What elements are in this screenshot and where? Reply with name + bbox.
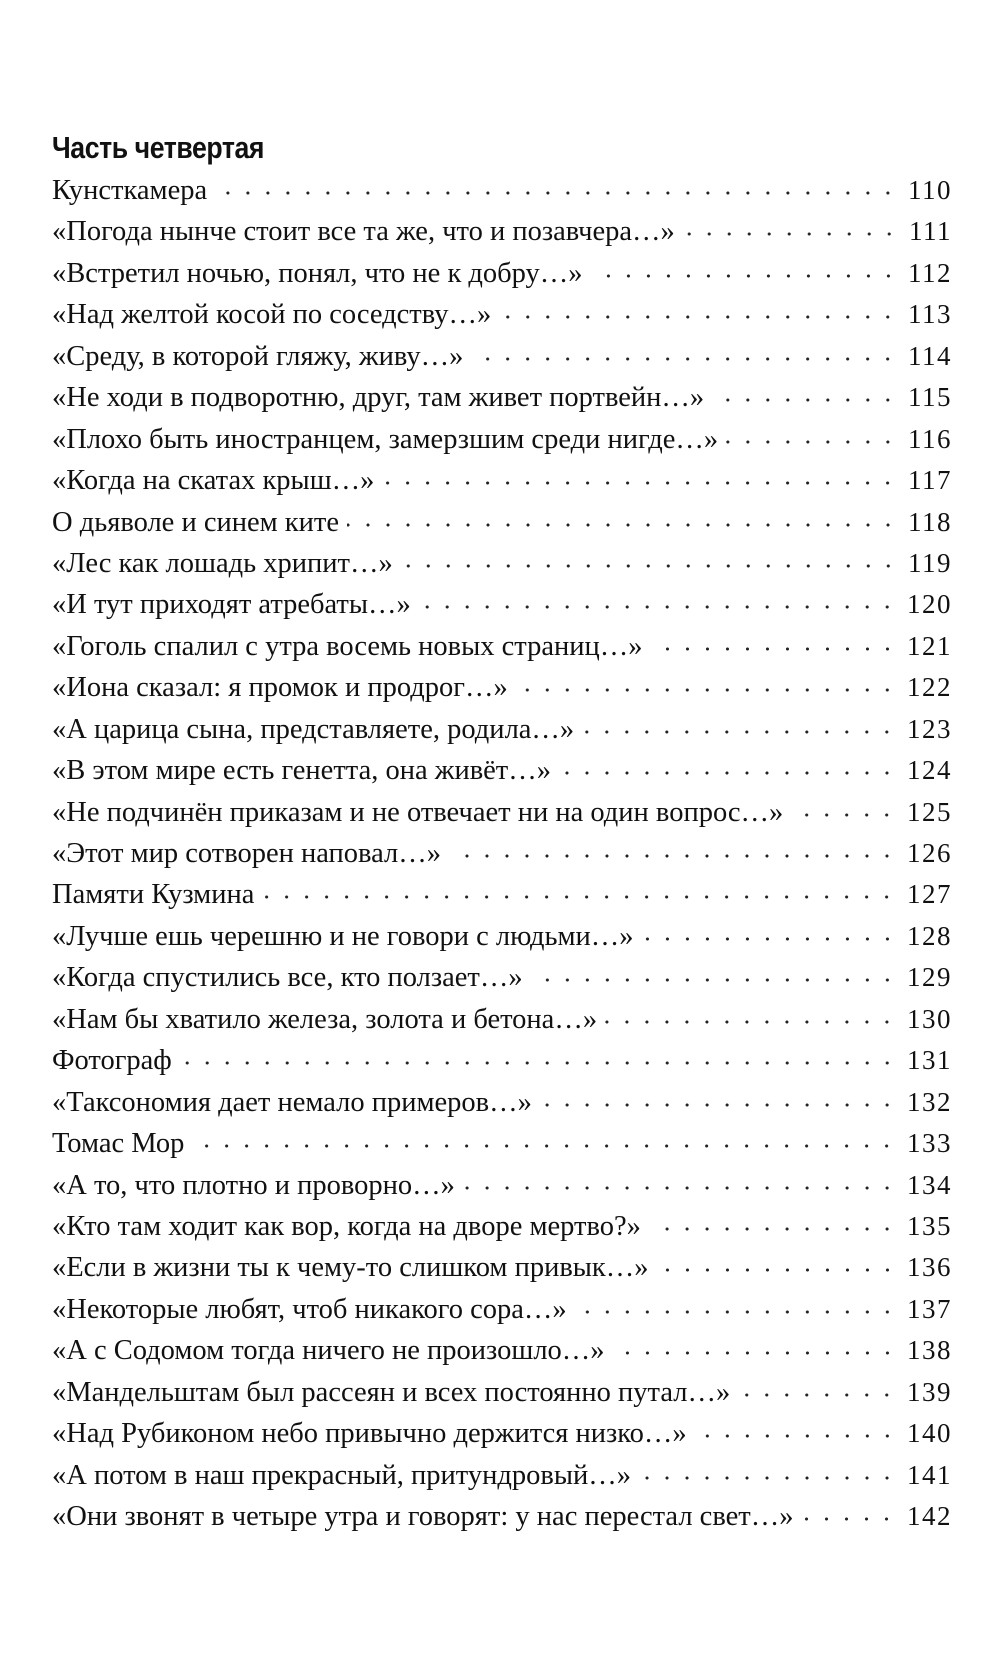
- dot-leader: [639, 1476, 897, 1480]
- toc-entry: [52, 1413, 952, 1454]
- table-of-contents: [52, 170, 952, 1537]
- toc-entry-page-number: 141: [907, 1459, 952, 1490]
- toc-entry: [52, 1206, 952, 1247]
- toc-entry-title: «А потом в наш прекрасный, притундровый…»: [52, 1459, 631, 1491]
- toc-entry-page-number: 125: [907, 796, 952, 827]
- toc-entry-title: «Погода нынче стоит все та же, что и позавчера…»: [52, 216, 675, 248]
- toc-entry: [52, 1247, 952, 1288]
- toc-entry-title: «Мандельштам был рассеян и всех постоянно путал…»: [52, 1376, 731, 1408]
- toc-entry: [52, 294, 952, 335]
- toc-entry: [52, 543, 952, 584]
- dot-leader: [613, 1351, 897, 1355]
- toc-entry: [52, 1372, 952, 1413]
- toc-entry-page-number: 133: [907, 1128, 952, 1159]
- toc-entry-title: «Когда на скатах крыш…»: [52, 465, 375, 497]
- dot-leader: [499, 315, 898, 319]
- toc-entry-title: «Не подчинён приказам и не отвечает ни на один вопрос…»: [52, 796, 784, 828]
- toc-entry: [52, 709, 952, 750]
- toc-entry-title: О дьяволе и синем ките: [52, 506, 339, 538]
- dot-leader: [516, 688, 897, 692]
- toc-entry-page-number: 137: [907, 1293, 952, 1324]
- dot-leader: [651, 647, 897, 651]
- dot-leader: [801, 1517, 897, 1521]
- toc-entry: [52, 1040, 952, 1081]
- dot-leader: [649, 1227, 897, 1231]
- dot-leader: [262, 895, 897, 899]
- dot-leader: [401, 564, 898, 568]
- toc-entry-title: «Если в жизни ты к чему-то слишком привык…»: [52, 1252, 649, 1284]
- toc-entry-page-number: 128: [907, 920, 952, 951]
- toc-entry-page-number: 111: [909, 216, 952, 247]
- dot-leader: [449, 854, 897, 858]
- toc-entry: [52, 626, 952, 667]
- dot-leader: [657, 1268, 897, 1272]
- toc-entry-page-number: 126: [907, 838, 952, 868]
- toc-entry-title: «А с Содомом тогда ничего не произошло…»: [52, 1335, 605, 1367]
- toc-entry-title: «Иона сказал: я промок и продрог…»: [52, 672, 508, 704]
- dot-leader: [695, 1434, 897, 1438]
- toc-entry-title: «Над Рубиконом небо привычно держится низко…»: [52, 1418, 687, 1450]
- toc-entry: [52, 419, 952, 460]
- dot-leader: [531, 978, 897, 982]
- toc-entry: [52, 1165, 952, 1206]
- toc-entry-title: «А то, что плотно и проворно…»: [52, 1169, 455, 1201]
- toc-entry-title: Кунсткамера: [52, 175, 208, 206]
- toc-entry-page-number: 119: [908, 547, 952, 578]
- toc-entry-title: Томас Мор: [52, 1128, 185, 1160]
- toc-entry-page-number: 121: [907, 630, 952, 661]
- toc-entry-page-number: 136: [907, 1252, 952, 1283]
- toc-entry-title: «Когда спустились все, кто ползает…»: [52, 962, 523, 994]
- toc-entry-page-number: 139: [907, 1376, 952, 1407]
- dot-leader: [559, 771, 897, 775]
- toc-entry-page-number: 116: [908, 423, 952, 454]
- dot-leader: [192, 1144, 897, 1148]
- dot-leader: [419, 605, 897, 609]
- dot-leader: [180, 1061, 897, 1065]
- toc-entry: [52, 1496, 952, 1537]
- dot-leader: [712, 398, 898, 402]
- toc-entry: [52, 874, 952, 915]
- dot-leader: [726, 440, 898, 444]
- toc-entry: [52, 460, 952, 501]
- toc-entry-title: «Над желтой косой по соседству…»: [52, 299, 492, 331]
- toc-entry-title: «Кто там ходит как вор, когда на дворе мертво?»: [52, 1210, 641, 1242]
- dot-leader: [575, 1310, 897, 1314]
- toc-entry: [52, 833, 952, 874]
- toc-entry-title: «А царица сына, представляете, родила…»: [52, 713, 575, 745]
- toc-entry-title: «Этот мир сотворен наповал…»: [52, 838, 442, 869]
- toc-entry: [52, 336, 952, 377]
- dot-leader: [738, 1393, 897, 1397]
- dot-leader: [347, 523, 898, 527]
- toc-entry-title: «Плохо быть иностранцем, замерзшим среди нигде…»: [52, 423, 719, 455]
- toc-entry-page-number: 113: [908, 299, 952, 330]
- dot-leader: [540, 1103, 897, 1107]
- toc-entry-page-number: 134: [907, 1169, 952, 1200]
- dot-leader: [463, 1186, 897, 1190]
- toc-entry-title: «Таксономия дает немало примеров…»: [52, 1086, 532, 1118]
- toc-entry: [52, 957, 952, 998]
- toc-entry-page-number: 115: [908, 382, 952, 413]
- toc-entry-title: «В этом мире есть генетта, она живёт…»: [52, 755, 552, 787]
- dot-leader: [791, 813, 897, 817]
- toc-entry: [52, 1330, 952, 1371]
- toc-entry-page-number: 114: [908, 340, 952, 371]
- toc-entry-title: Памяти Кузмина: [52, 879, 255, 911]
- toc-entry-page-number: 142: [907, 1501, 952, 1531]
- dot-leader: [591, 274, 898, 278]
- toc-entry: [52, 377, 952, 418]
- toc-entry: [52, 584, 952, 625]
- dot-leader: [642, 937, 897, 941]
- toc-entry-page-number: 124: [907, 755, 952, 786]
- toc-entry: [52, 750, 952, 791]
- toc-entry-page-number: 131: [907, 1045, 952, 1076]
- toc-entry-page-number: 122: [907, 672, 952, 703]
- dot-leader: [582, 730, 897, 734]
- dot-leader: [215, 191, 898, 195]
- toc-entry: [52, 502, 952, 543]
- toc-entry-page-number: 123: [907, 713, 952, 744]
- toc-entry: [52, 792, 952, 833]
- toc-entry: [52, 1123, 952, 1164]
- toc-entry: [52, 1455, 952, 1496]
- toc-entry-title: «Лес как лошадь хрипит…»: [52, 547, 393, 579]
- dot-leader: [683, 232, 899, 236]
- toc-entry-title: «Встретил ночью, понял, что не к добру…»: [52, 257, 583, 289]
- toc-entry: [52, 253, 952, 294]
- toc-entry-title: «И тут приходят атребаты…»: [52, 589, 411, 621]
- dot-leader: [605, 1020, 897, 1024]
- toc-entry-title: «Некоторые любят, чтоб никакого сора…»: [52, 1293, 567, 1325]
- toc-entry-page-number: 127: [907, 879, 952, 910]
- toc-entry-page-number: 120: [907, 589, 952, 620]
- toc-entry: [52, 170, 952, 211]
- toc-entry-page-number: 135: [907, 1210, 952, 1241]
- toc-entry-page-number: 140: [907, 1418, 952, 1449]
- toc-entry: [52, 916, 952, 957]
- dot-leader: [471, 357, 898, 361]
- toc-entry: [52, 1082, 952, 1123]
- toc-entry: [52, 667, 952, 708]
- toc-entry-page-number: 138: [907, 1335, 952, 1366]
- toc-entry: [52, 999, 952, 1040]
- toc-entry-page-number: 110: [908, 175, 952, 205]
- toc-entry-title: «Среду, в которой гляжу, живу…»: [52, 340, 464, 372]
- section-heading: Часть четвертая: [52, 130, 265, 165]
- toc-entry-title: «Не ходи в подворотню, друг, там живет портвейн…»: [52, 382, 705, 414]
- toc-entry-page-number: 117: [908, 465, 952, 496]
- toc-entry-page-number: 112: [908, 257, 952, 288]
- toc-entry-page-number: 132: [907, 1086, 952, 1117]
- toc-entry-page-number: 118: [908, 506, 952, 537]
- toc-entry-page-number: 130: [907, 1003, 952, 1034]
- toc-entry-title: «Они звонят в четыре утра и говорят: у нас перестал свет…»: [52, 1501, 794, 1532]
- dot-leader: [382, 481, 898, 485]
- toc-entry-title: «Нам бы хватило железа, золота и бетона…»: [52, 1003, 598, 1035]
- toc-entry-title: «Лучше ешь черешню и не говори с людьми…»: [52, 920, 634, 952]
- toc-entry-page-number: 129: [907, 962, 952, 993]
- toc-entry: [52, 211, 952, 252]
- toc-entry: [52, 1289, 952, 1330]
- toc-entry-title: Фотограф: [52, 1045, 172, 1077]
- toc-entry-title: «Гоголь спалил с утра восемь новых страниц…»: [52, 630, 643, 662]
